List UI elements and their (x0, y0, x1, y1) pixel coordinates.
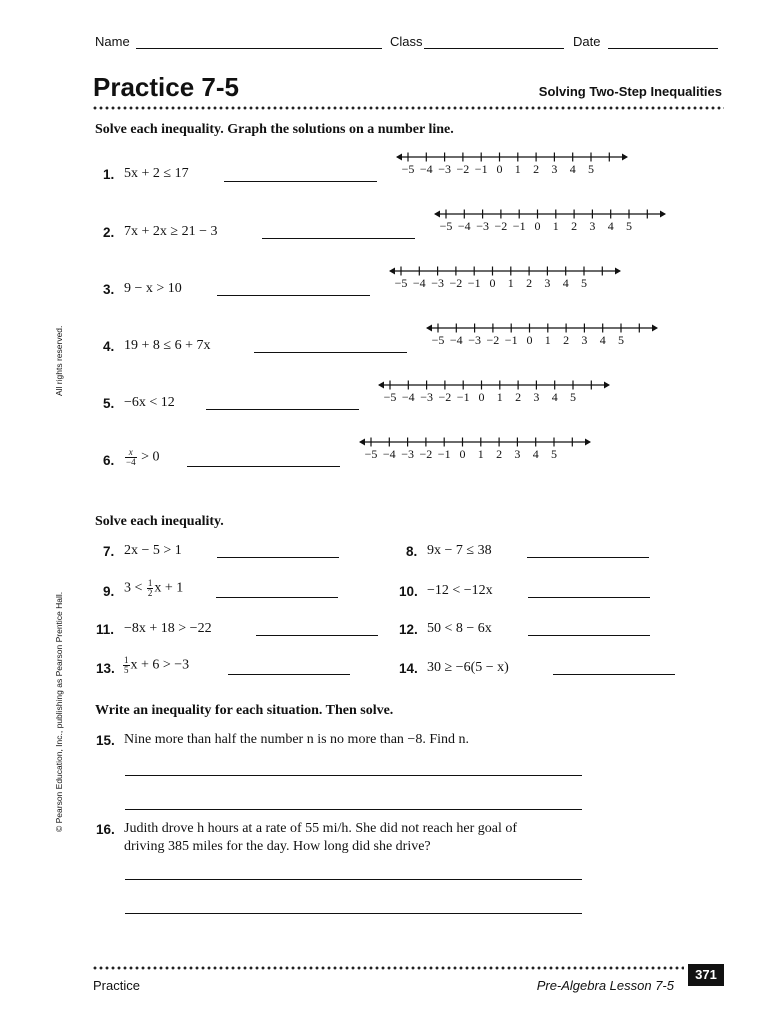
arrow-left-icon (378, 382, 384, 389)
tick-label: 5 (570, 390, 576, 404)
tick-label: 1 (544, 333, 551, 347)
problem-expression: −8x + 18 > −22 (124, 621, 212, 636)
tick-label: 2 (563, 333, 570, 347)
fraction: $\frac{x}{-4}$ (126, 447, 136, 467)
tick-label: 2 (496, 447, 503, 461)
tick-label: −5 (383, 390, 397, 404)
tick-label: 5 (618, 333, 624, 347)
problem-expression: 2x − 5 > 1 (124, 543, 182, 558)
page-number: 371 (688, 964, 724, 986)
number-line-4[interactable] (424, 322, 660, 356)
tick-label: 1 (514, 162, 521, 176)
tick-label: 1 (496, 390, 503, 404)
problem-number: 11. (96, 622, 115, 637)
problem-expression: 9 − x > 10 (124, 281, 182, 296)
problem-number: 8. (406, 544, 418, 559)
name-label: Name (95, 34, 130, 49)
answer-line[interactable] (217, 557, 339, 558)
problem-number: 14. (399, 661, 418, 676)
problem-number: 16. (96, 822, 115, 837)
tick-label: 0 (526, 333, 533, 347)
tick-label: −5 (401, 162, 415, 176)
number-line-2[interactable] (432, 208, 668, 242)
tick-label: 2 (571, 219, 578, 233)
answer-line[interactable] (125, 913, 582, 914)
tick-label: −4 (412, 276, 426, 290)
tick-label: 4 (599, 333, 606, 347)
fraction: $\frac{1}{5}$ (124, 655, 129, 675)
tick-label: −5 (364, 447, 378, 461)
tick-label: 4 (532, 447, 539, 461)
tick-label: 5 (551, 447, 557, 461)
tick-label: −5 (439, 219, 453, 233)
class-label: Class (390, 34, 423, 49)
answer-line[interactable] (256, 635, 378, 636)
answer-line[interactable] (125, 879, 582, 880)
tick-label: −4 (401, 390, 415, 404)
tick-label: −1 (504, 333, 518, 347)
tick-label: −3 (438, 162, 451, 176)
tick-label: 4 (562, 276, 569, 290)
number-line-5[interactable] (376, 379, 612, 413)
tick-label: 0 (459, 447, 466, 461)
tick-label: −2 (486, 333, 500, 347)
problem-number: 12. (399, 622, 418, 637)
answer-line[interactable] (187, 466, 340, 467)
answer-line[interactable] (125, 775, 582, 776)
answer-line[interactable] (527, 557, 649, 558)
tick-label: 0 (496, 162, 503, 176)
footer-left: Practice (93, 978, 140, 993)
answer-line[interactable] (254, 352, 407, 353)
answer-line[interactable] (224, 181, 377, 182)
problem-expression: 50 < 8 − 6x (427, 621, 492, 636)
number-line-1[interactable] (394, 151, 630, 185)
problem-expression: 3 < $\frac{1}{2}$ x + 1 (124, 578, 184, 598)
tick-label: 0 (534, 219, 541, 233)
tick-label: 4 (569, 162, 576, 176)
answer-line[interactable] (206, 409, 359, 410)
tick-label: 3 (533, 390, 540, 404)
arrow-right-icon (604, 382, 610, 389)
tick-label: 5 (588, 162, 594, 176)
arrow-left-icon (426, 325, 432, 332)
tick-label: 5 (581, 276, 587, 290)
header-divider (92, 106, 724, 110)
tick-label: −1 (456, 390, 470, 404)
arrow-left-icon (434, 211, 440, 218)
answer-line[interactable] (217, 295, 370, 296)
problem-text-line2: driving 385 miles for the day. How long did she drive? (124, 839, 431, 854)
copyright-text: © Pearson Education, Inc., publishing as Pearson Prentice Hall. (54, 591, 64, 832)
tick-label: 1 (477, 447, 484, 461)
answer-line[interactable] (553, 674, 675, 675)
problem-number: 5. (103, 396, 115, 411)
section2-instruction: Solve each inequality. (95, 514, 224, 529)
problem-text: Nine more than half the number n is no more than −8. Find n. (124, 732, 469, 747)
tick-label: −5 (394, 276, 408, 290)
problem-number: 2. (103, 225, 115, 240)
tick-label: 3 (581, 333, 588, 347)
tick-label: −3 (431, 276, 444, 290)
tick-label: −1 (467, 276, 481, 290)
problem-number: 4. (103, 339, 115, 354)
tick-label: −5 (431, 333, 445, 347)
answer-line[interactable] (528, 635, 650, 636)
problem-expression: 7x + 2x ≥ 21 − 3 (124, 224, 218, 239)
tick-label: −1 (474, 162, 488, 176)
problem-number: 13. (96, 661, 115, 676)
answer-line[interactable] (262, 238, 415, 239)
tick-label: 4 (607, 219, 614, 233)
problem-text-line1: Judith drove h hours at a rate of 55 mi/h. She did not reach her goal of (124, 821, 518, 836)
problem-number: 15. (96, 733, 115, 748)
tick-label: 1 (507, 276, 514, 290)
footer-right: Pre-Algebra Lesson 7-5 (536, 978, 674, 993)
tick-label: 3 (589, 219, 596, 233)
tick-label: −4 (457, 219, 471, 233)
tick-label: −3 (476, 219, 489, 233)
name-line[interactable] (136, 48, 382, 49)
tick-label: 2 (526, 276, 533, 290)
arrow-right-icon (615, 268, 621, 275)
problem-number: 7. (103, 544, 115, 559)
tick-label: −2 (456, 162, 470, 176)
page-subtitle: Solving Two-Step Inequalities (538, 84, 722, 99)
tick-label: 0 (478, 390, 485, 404)
footer-divider (92, 966, 684, 970)
arrow-right-icon (660, 211, 666, 218)
answer-line[interactable] (228, 674, 350, 675)
arrow-right-icon (585, 439, 591, 446)
rights-text: All rights reserved. (54, 325, 64, 396)
tick-label: −3 (401, 447, 414, 461)
tick-label: 1 (552, 219, 559, 233)
tick-label: −2 (438, 390, 452, 404)
problem-expression: 5x + 2 ≤ 17 (124, 166, 189, 181)
date-label: Date (573, 34, 601, 49)
tick-label: −1 (437, 447, 451, 461)
problem-expression: 30 ≥ −6(5 − x) (427, 660, 509, 675)
problem-expression: −12 < −12x (427, 583, 493, 598)
arrow-left-icon (389, 268, 395, 275)
number-line-3[interactable] (387, 265, 623, 299)
tick-label: −2 (494, 219, 508, 233)
arrow-right-icon (622, 154, 628, 161)
problem-number: 9. (103, 584, 115, 599)
arrow-left-icon (359, 439, 365, 446)
answer-line[interactable] (216, 597, 338, 598)
fraction: $\frac{1}{2}$ (147, 578, 153, 598)
tick-label: 3 (544, 276, 551, 290)
tick-label: 2 (533, 162, 540, 176)
problem-number: 1. (103, 167, 115, 182)
problem-expression: $\frac{1}{5}$ x + 6 > −3 (124, 655, 190, 675)
class-line[interactable] (424, 48, 564, 49)
tick-label: −4 (449, 333, 463, 347)
problem-number: 6. (103, 453, 115, 468)
tick-label: 0 (489, 276, 496, 290)
tick-label: 4 (551, 390, 558, 404)
tick-label: 3 (514, 447, 521, 461)
arrow-right-icon (652, 325, 658, 332)
tick-label: 3 (551, 162, 558, 176)
section1-instruction: Solve each inequality. Graph the solutions on a number line. (95, 122, 454, 137)
tick-label: −2 (419, 447, 433, 461)
problem-number: 10. (399, 584, 418, 599)
tick-label: 5 (626, 219, 632, 233)
problem-expression: $\frac{x}{-4}$ > 0 (126, 447, 160, 467)
problem-expression: −6x < 12 (124, 395, 175, 410)
page-title: Practice 7-5 (93, 72, 239, 102)
answer-line[interactable] (125, 809, 582, 810)
problem-expression: 19 + 8 ≤ 6 + 7x (124, 338, 211, 353)
number-line-6[interactable] (357, 436, 593, 470)
tick-label: −3 (420, 390, 433, 404)
tick-label: −4 (382, 447, 396, 461)
section3-instruction: Write an inequality for each situation. Then solve. (95, 703, 394, 718)
answer-line[interactable] (528, 597, 650, 598)
problem-number: 3. (103, 282, 115, 297)
tick-label: −2 (449, 276, 463, 290)
tick-label: −3 (468, 333, 481, 347)
tick-label: −1 (512, 219, 526, 233)
problem-expression: 9x − 7 ≤ 38 (427, 543, 492, 558)
tick-label: 2 (515, 390, 522, 404)
arrow-left-icon (396, 154, 402, 161)
tick-label: −4 (419, 162, 433, 176)
date-line[interactable] (608, 48, 718, 49)
